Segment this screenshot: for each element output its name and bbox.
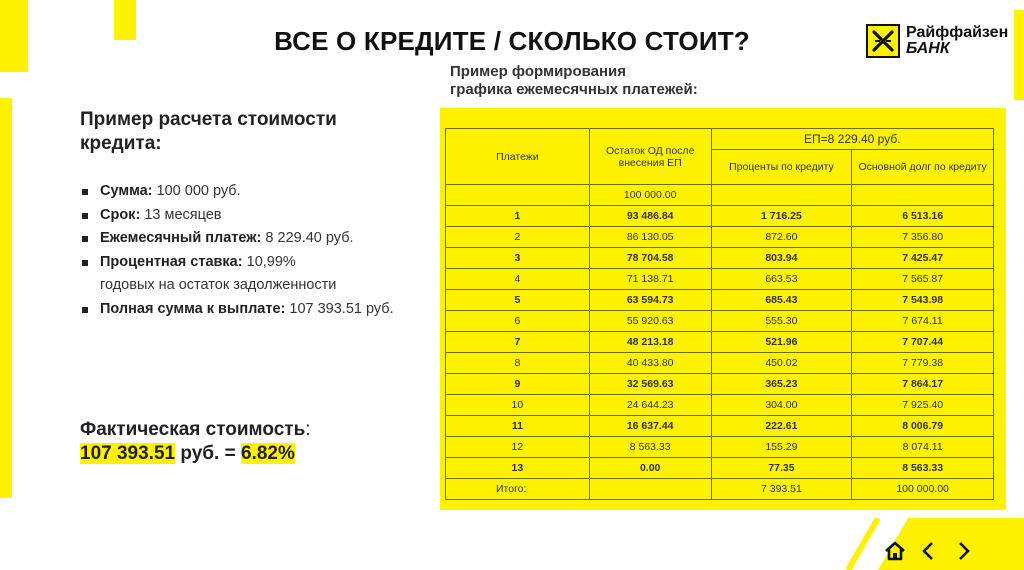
cell-principal: 8 006.79 bbox=[852, 416, 994, 437]
cell-principal: 7 543.98 bbox=[852, 290, 994, 311]
total-principal: 100 000.00 bbox=[852, 479, 994, 500]
logo-mark-icon bbox=[866, 24, 900, 58]
cell-empty bbox=[852, 185, 994, 206]
cell-empty bbox=[589, 479, 711, 500]
param-value: 100 000 руб. bbox=[156, 183, 241, 199]
cell-balance: 86 130.05 bbox=[589, 227, 711, 248]
table-row bbox=[446, 290, 994, 311]
cell-balance: 63 594.73 bbox=[589, 290, 711, 311]
cell-principal: 8 074.11 bbox=[852, 437, 994, 458]
param-label: Сумма: bbox=[100, 183, 153, 199]
schedule-heading-line1: Пример формирования bbox=[450, 63, 627, 80]
cell-interest: 872.60 bbox=[711, 227, 852, 248]
brand-name-line2: БАНК bbox=[906, 40, 950, 57]
table-total-row bbox=[446, 479, 994, 500]
table-row bbox=[446, 437, 994, 458]
cell-principal: 7 707.44 bbox=[852, 332, 994, 353]
param-label: Процентная ставка: bbox=[100, 253, 243, 270]
table-row bbox=[446, 248, 994, 269]
table-row bbox=[446, 374, 994, 395]
cell-n: 1 bbox=[446, 206, 590, 227]
cell-initial-balance: 100 000.00 bbox=[589, 185, 711, 206]
decor-accent-left bbox=[0, 98, 12, 498]
actual-cost-percent: 6.82% bbox=[240, 443, 295, 464]
cell-principal: 7 356.80 bbox=[852, 227, 994, 248]
cell-n: 13 bbox=[446, 458, 590, 479]
cell-empty bbox=[711, 185, 852, 206]
cell-balance: 40 433.80 bbox=[589, 353, 711, 374]
cell-balance: 0.00 bbox=[589, 458, 711, 479]
header-interest: Проценты по кредиту bbox=[711, 150, 852, 185]
param-value: 107 393.51 руб. bbox=[289, 300, 394, 317]
cell-principal: 7 674.11 bbox=[852, 311, 994, 332]
table-row bbox=[446, 395, 994, 416]
cell-n: 5 bbox=[446, 290, 590, 311]
cell-interest: 450.02 bbox=[711, 353, 852, 374]
cell-interest: 663.53 bbox=[711, 269, 852, 290]
home-icon[interactable] bbox=[884, 540, 906, 562]
total-label: Итого: bbox=[446, 479, 590, 500]
param-value: 10,99% bbox=[246, 253, 296, 270]
table-row bbox=[446, 269, 994, 290]
loan-params-list bbox=[80, 180, 394, 321]
header-principal: Основной долг по кредиту bbox=[852, 150, 994, 185]
table-row bbox=[446, 206, 994, 227]
cell-n: 2 bbox=[446, 227, 590, 248]
cell-interest: 304.00 bbox=[711, 395, 852, 416]
actual-cost bbox=[80, 418, 311, 466]
table-row bbox=[446, 458, 994, 479]
brand-logo bbox=[866, 24, 1008, 58]
cell-interest: 521.96 bbox=[711, 332, 852, 353]
list-item bbox=[80, 227, 394, 251]
cell-principal: 7 565.87 bbox=[852, 269, 994, 290]
bullet-icon bbox=[82, 213, 88, 219]
cell-balance: 93 486.84 bbox=[589, 206, 711, 227]
cell-n: 6 bbox=[446, 311, 590, 332]
param-label: Полная сумма к выплате: bbox=[100, 300, 286, 317]
cell-empty bbox=[446, 185, 590, 206]
chevron-right-icon[interactable] bbox=[952, 540, 974, 562]
list-item bbox=[80, 204, 394, 228]
cell-interest: 222.61 bbox=[711, 416, 852, 437]
bullet-icon bbox=[82, 260, 88, 266]
cell-balance: 16 637.44 bbox=[589, 416, 711, 437]
total-interest: 7 393.51 bbox=[711, 479, 852, 500]
cell-n: 4 bbox=[446, 269, 590, 290]
payment-schedule-table bbox=[445, 128, 994, 500]
cell-balance: 78 704.58 bbox=[589, 248, 711, 269]
schedule-table-panel bbox=[440, 108, 1006, 510]
param-label: Срок: bbox=[100, 206, 141, 223]
schedule-heading-line2: графика ежемесячных платежей: bbox=[450, 81, 698, 98]
param-note: годовых на остаток задолженности bbox=[100, 277, 337, 293]
cell-n: 11 bbox=[446, 416, 590, 437]
cell-balance: 48 213.18 bbox=[589, 332, 711, 353]
param-label: Ежемесячный платеж: bbox=[100, 230, 262, 246]
cell-interest: 555.30 bbox=[711, 311, 852, 332]
table-row bbox=[446, 353, 994, 374]
cell-balance: 71 138.71 bbox=[589, 269, 711, 290]
cell-principal: 8 563.33 bbox=[852, 458, 994, 479]
actual-cost-colon: : bbox=[305, 419, 311, 440]
table-row bbox=[446, 332, 994, 353]
actual-cost-middle: руб. = bbox=[180, 443, 236, 464]
cell-principal: 7 864.17 bbox=[852, 374, 994, 395]
header-ep: ЕП=8 229.40 руб. bbox=[711, 129, 993, 150]
param-value: 13 месяцев bbox=[144, 206, 222, 223]
cell-n: 3 bbox=[446, 248, 590, 269]
cell-balance: 24 644.23 bbox=[589, 395, 711, 416]
table-row bbox=[446, 227, 994, 248]
cell-interest: 77.35 bbox=[711, 458, 852, 479]
header-balance: Остаток ОД после внесения ЕП bbox=[589, 129, 711, 185]
slide-title: ВСЕ О КРЕДИТЕ / СКОЛЬКО СТОИТ? bbox=[274, 26, 750, 56]
cell-balance: 55 920.63 bbox=[589, 311, 711, 332]
cell-interest: 1 716.25 bbox=[711, 206, 852, 227]
bullet-icon bbox=[82, 189, 88, 195]
actual-cost-amount: 107 393.51 bbox=[80, 443, 176, 464]
table-row bbox=[446, 185, 994, 206]
cell-n: 12 bbox=[446, 437, 590, 458]
cell-interest: 155.29 bbox=[711, 437, 852, 458]
calc-example-heading: Пример расчета стоимости кредита: bbox=[80, 109, 337, 154]
cell-n: 10 bbox=[446, 395, 590, 416]
cell-principal: 7 779.38 bbox=[852, 353, 994, 374]
header-payments: Платежи bbox=[446, 129, 590, 185]
cell-interest: 803.94 bbox=[711, 248, 852, 269]
bullet-icon bbox=[82, 307, 88, 313]
bullet-icon bbox=[82, 236, 88, 242]
list-item bbox=[80, 251, 394, 298]
actual-cost-caption: Фактическая стоимость bbox=[80, 419, 306, 440]
table-row bbox=[446, 416, 994, 437]
cell-principal: 7 925.40 bbox=[852, 395, 994, 416]
cell-balance: 32 569.63 bbox=[589, 374, 711, 395]
brand-name-line1: Райффайзен bbox=[906, 24, 1009, 41]
slide-nav bbox=[884, 540, 974, 562]
param-value: 8 229.40 руб. bbox=[265, 230, 354, 246]
cell-n: 7 bbox=[446, 332, 590, 353]
list-item bbox=[80, 298, 394, 322]
cell-interest: 685.43 bbox=[711, 290, 852, 311]
cell-balance: 8 563.33 bbox=[589, 437, 711, 458]
cell-principal: 6 513.16 bbox=[852, 206, 994, 227]
cell-principal: 7 425.47 bbox=[852, 248, 994, 269]
list-item bbox=[80, 180, 394, 204]
chevron-left-icon[interactable] bbox=[918, 540, 940, 562]
schedule-heading bbox=[450, 63, 698, 99]
table-row bbox=[446, 311, 994, 332]
cell-interest: 365.23 bbox=[711, 374, 852, 395]
cell-n: 9 bbox=[446, 374, 590, 395]
cell-n: 8 bbox=[446, 353, 590, 374]
brand-name bbox=[906, 25, 1008, 57]
